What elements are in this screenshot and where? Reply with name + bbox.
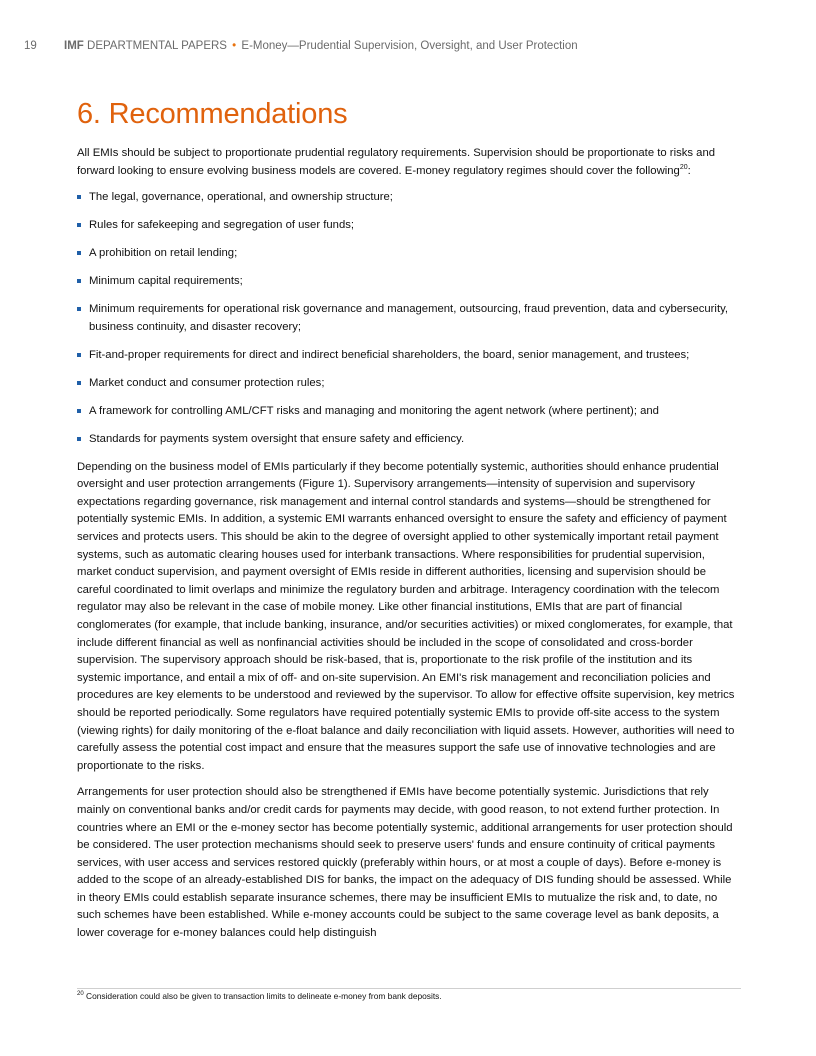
list-item bbox=[77, 245, 739, 263]
series-name: DEPARTMENTAL PAPERS bbox=[87, 40, 227, 52]
bullet-square-icon bbox=[77, 381, 81, 385]
bullet-square-icon bbox=[77, 437, 81, 441]
intro-paragraph bbox=[77, 145, 739, 180]
list-item bbox=[77, 217, 739, 235]
oversight-paragraph: Depending on the business model of EMIs particularly if they become potentially systemic, authorities should enhance prudential oversight and user protection arrangements (Figure 1). Supervisory arrangements—intensity of supervision and supervisory expectations regarding governance, risk management and internal control standards and systems—should be strengthened for potentially systemic EMIs. In addition, a systemic EMI warrants enhanced oversight to ensure the safety and efficiency of payment services and protects users. This should be akin to the degree of oversight applied to other systemically important retail payment systems, such as automatic clearing houses used for interbank transactions. Where responsibilities for prudential supervision, market conduct supervision, and payment oversight of EMIs reside in different authorities, licensing and supervision should be careful coordinated to limit overlaps and minimize the regulatory burden and arbitrage. Interagency coordination with the telecom regulator may also be relevant in the case of mobile money. Like other financial institutions, EMIs that are part of financial conglomerates (for example, that include banking, insurance, and/or securities activities) or mixed conglomerates, for example, that include different financial as well as nonfinancial activities should be included in the scope of consolidated and cross-border supervision. The supervisory approach should be risk-based, that is, proportionate to the risk profile of the institution and its systemic importance, and entail a mix of off- and on-site supervision. An EMI's risk management and reconciliation policies and procedures are key elements to be understood and reviewed by the supervisor. To allow for effective offsite supervision, key metrics should be reported periodically. Some regulators have required potentially systemic EMIs to provide off-site access to the system (viewing rights) for daily monitoring of the e-float balance and daily reconciliation with liquid assets. However, authorities will need to carefully assess the potential cost impact and ensure that the measures support the safe use of innovative technologies and are proportionate to the risks. bbox=[77, 460, 735, 772]
user-protection-paragraph: Arrangements for user protection should also be strengthened if EMIs have become potentially systemic. Jurisdictions that rely mainly on conventional banks and/or credit cards for payments may decide, with good reason, to not extend further protection. In countries where an EMI or the e-money sector has become potentially systemic, additional arrangements for user protection should be considered. The user protection mechanisms should seek to preserve users' funds and ensure continuity of critical payments services, with user access and services restored quickly (preferably within hours, or at most a couple of days). Before e-money is added to the scope of an already-established DIS for banks, the impact on the adequacy of DIS funding should be assessed. While in theory EMIs could establish separate insurance schemes, there may be insufficient EMIs to mutualize the risk and, to date, no such schemes have been established. While e-money accounts could be subject to the same coverage level as bank deposits, a lower coverage for e-money balances could help distinguish bbox=[77, 786, 733, 940]
list-item-text: A prohibition on retail lending; bbox=[89, 247, 238, 260]
page-number: 19 bbox=[24, 40, 37, 52]
footnote-text: Consideration could also be given to transaction limits to delineate e-money from bank deposits. bbox=[86, 991, 442, 1001]
list-item bbox=[77, 347, 739, 365]
document-title: E-Money—Prudential Supervision, Oversight, and User Protection bbox=[241, 40, 578, 52]
bullet-square-icon bbox=[77, 279, 81, 283]
bullet-square-icon bbox=[77, 307, 81, 311]
list-item-text: Standards for payments system oversight that ensure safety and efficiency. bbox=[89, 432, 465, 445]
bullet-square-icon bbox=[77, 223, 81, 227]
header-separator: • bbox=[232, 40, 237, 52]
main-content bbox=[77, 95, 739, 943]
running-header bbox=[24, 40, 578, 52]
bullet-square-icon bbox=[77, 409, 81, 413]
list-item-text: The legal, governance, operational, and ownership structure; bbox=[89, 191, 393, 204]
footnote-reference[interactable]: 20 bbox=[679, 163, 688, 171]
footnote-divider bbox=[77, 988, 741, 989]
list-item bbox=[77, 273, 739, 291]
list-item-text: Minimum capital requirements; bbox=[89, 275, 243, 288]
bullet-square-icon bbox=[77, 353, 81, 357]
bullet-square-icon bbox=[77, 195, 81, 199]
brand-name: IMF bbox=[64, 40, 84, 52]
intro-end: : bbox=[687, 164, 691, 177]
footnote-number: 20 bbox=[77, 991, 84, 998]
list-item-text: Fit-and-proper requirements for direct and indirect beneficial shareholders, the board, senior management, and trustees; bbox=[89, 348, 690, 361]
bullet-square-icon bbox=[77, 251, 81, 255]
list-item-text: Market conduct and consumer protection rules; bbox=[89, 376, 325, 389]
list-item bbox=[77, 375, 739, 393]
list-item bbox=[77, 403, 739, 421]
list-item bbox=[77, 301, 739, 336]
list-item-text: Minimum requirements for operational risk governance and management, outsourcing, fraud prevention, data and cybersecurity, business continuity, and disaster recovery; bbox=[89, 303, 729, 333]
list-item bbox=[77, 431, 739, 449]
requirements-list bbox=[77, 189, 739, 448]
list-item-text: A framework for controlling AML/CFT risks and managing and monitoring the agent network (where pertinent); and bbox=[89, 404, 659, 417]
intro-text: All EMIs should be subject to proportionate prudential regulatory requirements. Supervision should be proportionate to risks and forward looking to ensure evolving business models are covered. E-money regulatory regimes should cover the following bbox=[77, 147, 716, 177]
footnote bbox=[77, 991, 442, 1001]
list-item bbox=[77, 189, 739, 207]
section-title: 6. Recommendations bbox=[77, 98, 348, 130]
list-item-text: Rules for safekeeping and segregation of user funds; bbox=[89, 219, 355, 232]
